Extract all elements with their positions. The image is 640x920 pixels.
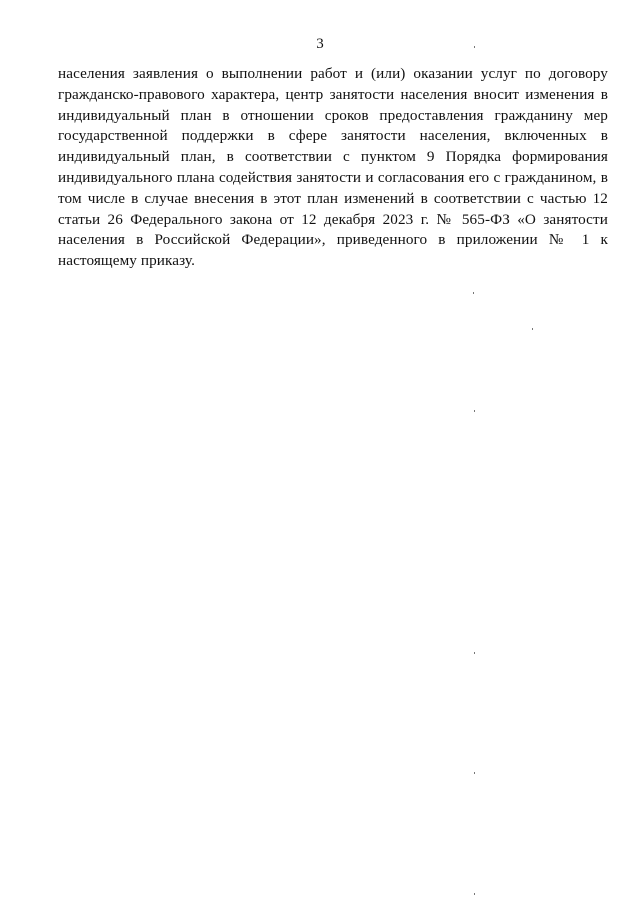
scan-speck bbox=[474, 772, 475, 774]
page-number: 3 bbox=[316, 36, 324, 52]
scan-speck bbox=[473, 292, 474, 294]
body-paragraph: населения заявления о выполнении работ и (или) оказании услуг по договору гражданско-правового характера, центр занятости населения вносит изменения в индивидуальный план в отношении сроков предоставления гражданину мер государственной поддержки в сфере занятости населения, включенных в индивидуальный план, в соответствии с пунктом 9 Порядка формирования индивидуального плана содействия занятости и согласования его с гражданином, в том числе в случае внесения в этот план изменений в соответствии с частью 12 статьи 26 Федерального закона от 12 декабря 2023 г. № 565-ФЗ «О занятости населения в Российской Федерации», приведенного в приложении № 1 к настоящему приказу. bbox=[58, 65, 608, 270]
scan-speck bbox=[474, 893, 475, 895]
scan-speck bbox=[474, 46, 475, 48]
scan-speck bbox=[532, 328, 533, 330]
scan-speck bbox=[474, 652, 475, 654]
scan-speck bbox=[474, 410, 475, 412]
